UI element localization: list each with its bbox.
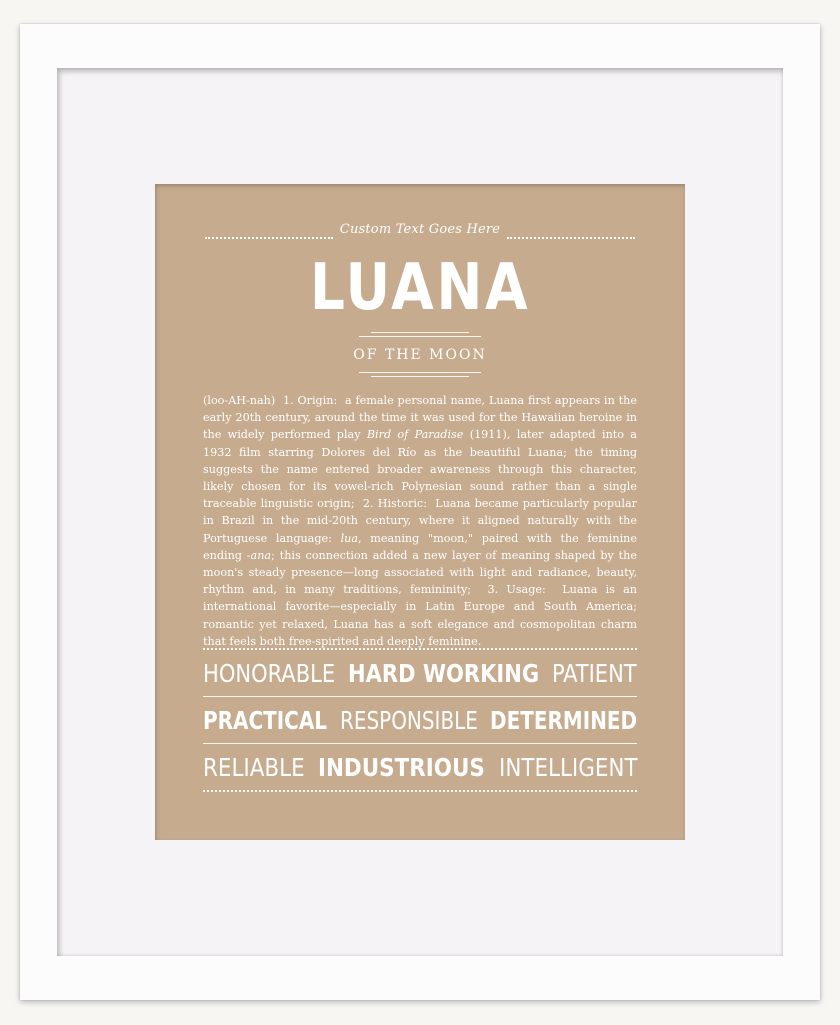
name-title: LUANA — [309, 251, 531, 325]
trait: INDUSTRIOUS — [318, 753, 486, 782]
trait: RESPONSIBLE — [339, 706, 478, 735]
custom-text: Custom Text Goes Here — [339, 222, 501, 237]
rule-bottom-2 — [371, 376, 469, 377]
dotted-divider-right — [507, 237, 635, 239]
rule-bottom-1 — [359, 372, 481, 373]
origin-label: 1. Origin: — [282, 394, 338, 407]
trait: DETERMINED — [489, 706, 637, 735]
pronunciation: (loo-AH-nah) — [203, 394, 276, 407]
origin-title: Bird of Paradise — [366, 428, 464, 442]
rule-top-2 — [359, 336, 481, 337]
name-print — [155, 184, 685, 840]
name-description — [203, 392, 637, 650]
rule-top-1 — [371, 332, 469, 333]
dotted-divider-left — [205, 237, 333, 239]
historic-suffix: -ana — [246, 548, 272, 562]
trait-row-2 — [203, 703, 637, 739]
dotted-divider-traits-top — [203, 648, 637, 650]
trait: HONORABLE — [203, 659, 336, 688]
trait-row-3 — [203, 750, 637, 786]
trait-rule-1 — [203, 696, 637, 697]
origin-text: a female personal name, Luana first appears in the early 20th century, around the time it was used for the Hawaiian heroine in the widely performed play — [203, 394, 637, 442]
name-meaning: OF THE MOON — [353, 347, 487, 363]
dotted-divider-traits-bottom — [203, 790, 637, 792]
historic-term: lua — [340, 531, 359, 545]
trait: HARD WORKING — [347, 659, 540, 688]
trait-rule-2 — [203, 743, 637, 744]
trait: RELIABLE — [203, 753, 305, 782]
origin-text-continued: (1911), later adapted into a 1932 film starring Dolores del Río as the beautiful Luana; the timing suggests the name entered broader awareness through this character, likely chosen for its vowel-rich Polynesian sound rather than a single traceable linguistic origin; — [203, 428, 637, 511]
trait: PRACTICAL — [203, 706, 328, 735]
trait: INTELLIGENT — [498, 753, 638, 782]
historic-text: Luana became particularly popular in Brazil in the mid-20th century, where it aligned naturally with the Portuguese language: — [203, 497, 637, 545]
trait: PATIENT — [551, 659, 637, 688]
usage-text: Luana is an international favorite—especially in Latin Europe and South America; romantic yet relaxed, Luana has a soft elegance and cosmopolitan charm that feels both free-spirited and deeply feminine. — [203, 583, 637, 648]
usage-label: 3. Usage: — [487, 583, 546, 597]
historic-text-end: ; this connection added a new layer of meaning shaped by the moon's steady presence—long associated with light and radiance, beauty, rhythm and, in many traditions, femininity; — [203, 548, 637, 597]
trait-row-1 — [203, 656, 637, 692]
historic-text-continued: , meaning "moon," paired with the feminine ending — [203, 531, 637, 562]
historic-label: 2. Historic: — [362, 497, 427, 511]
